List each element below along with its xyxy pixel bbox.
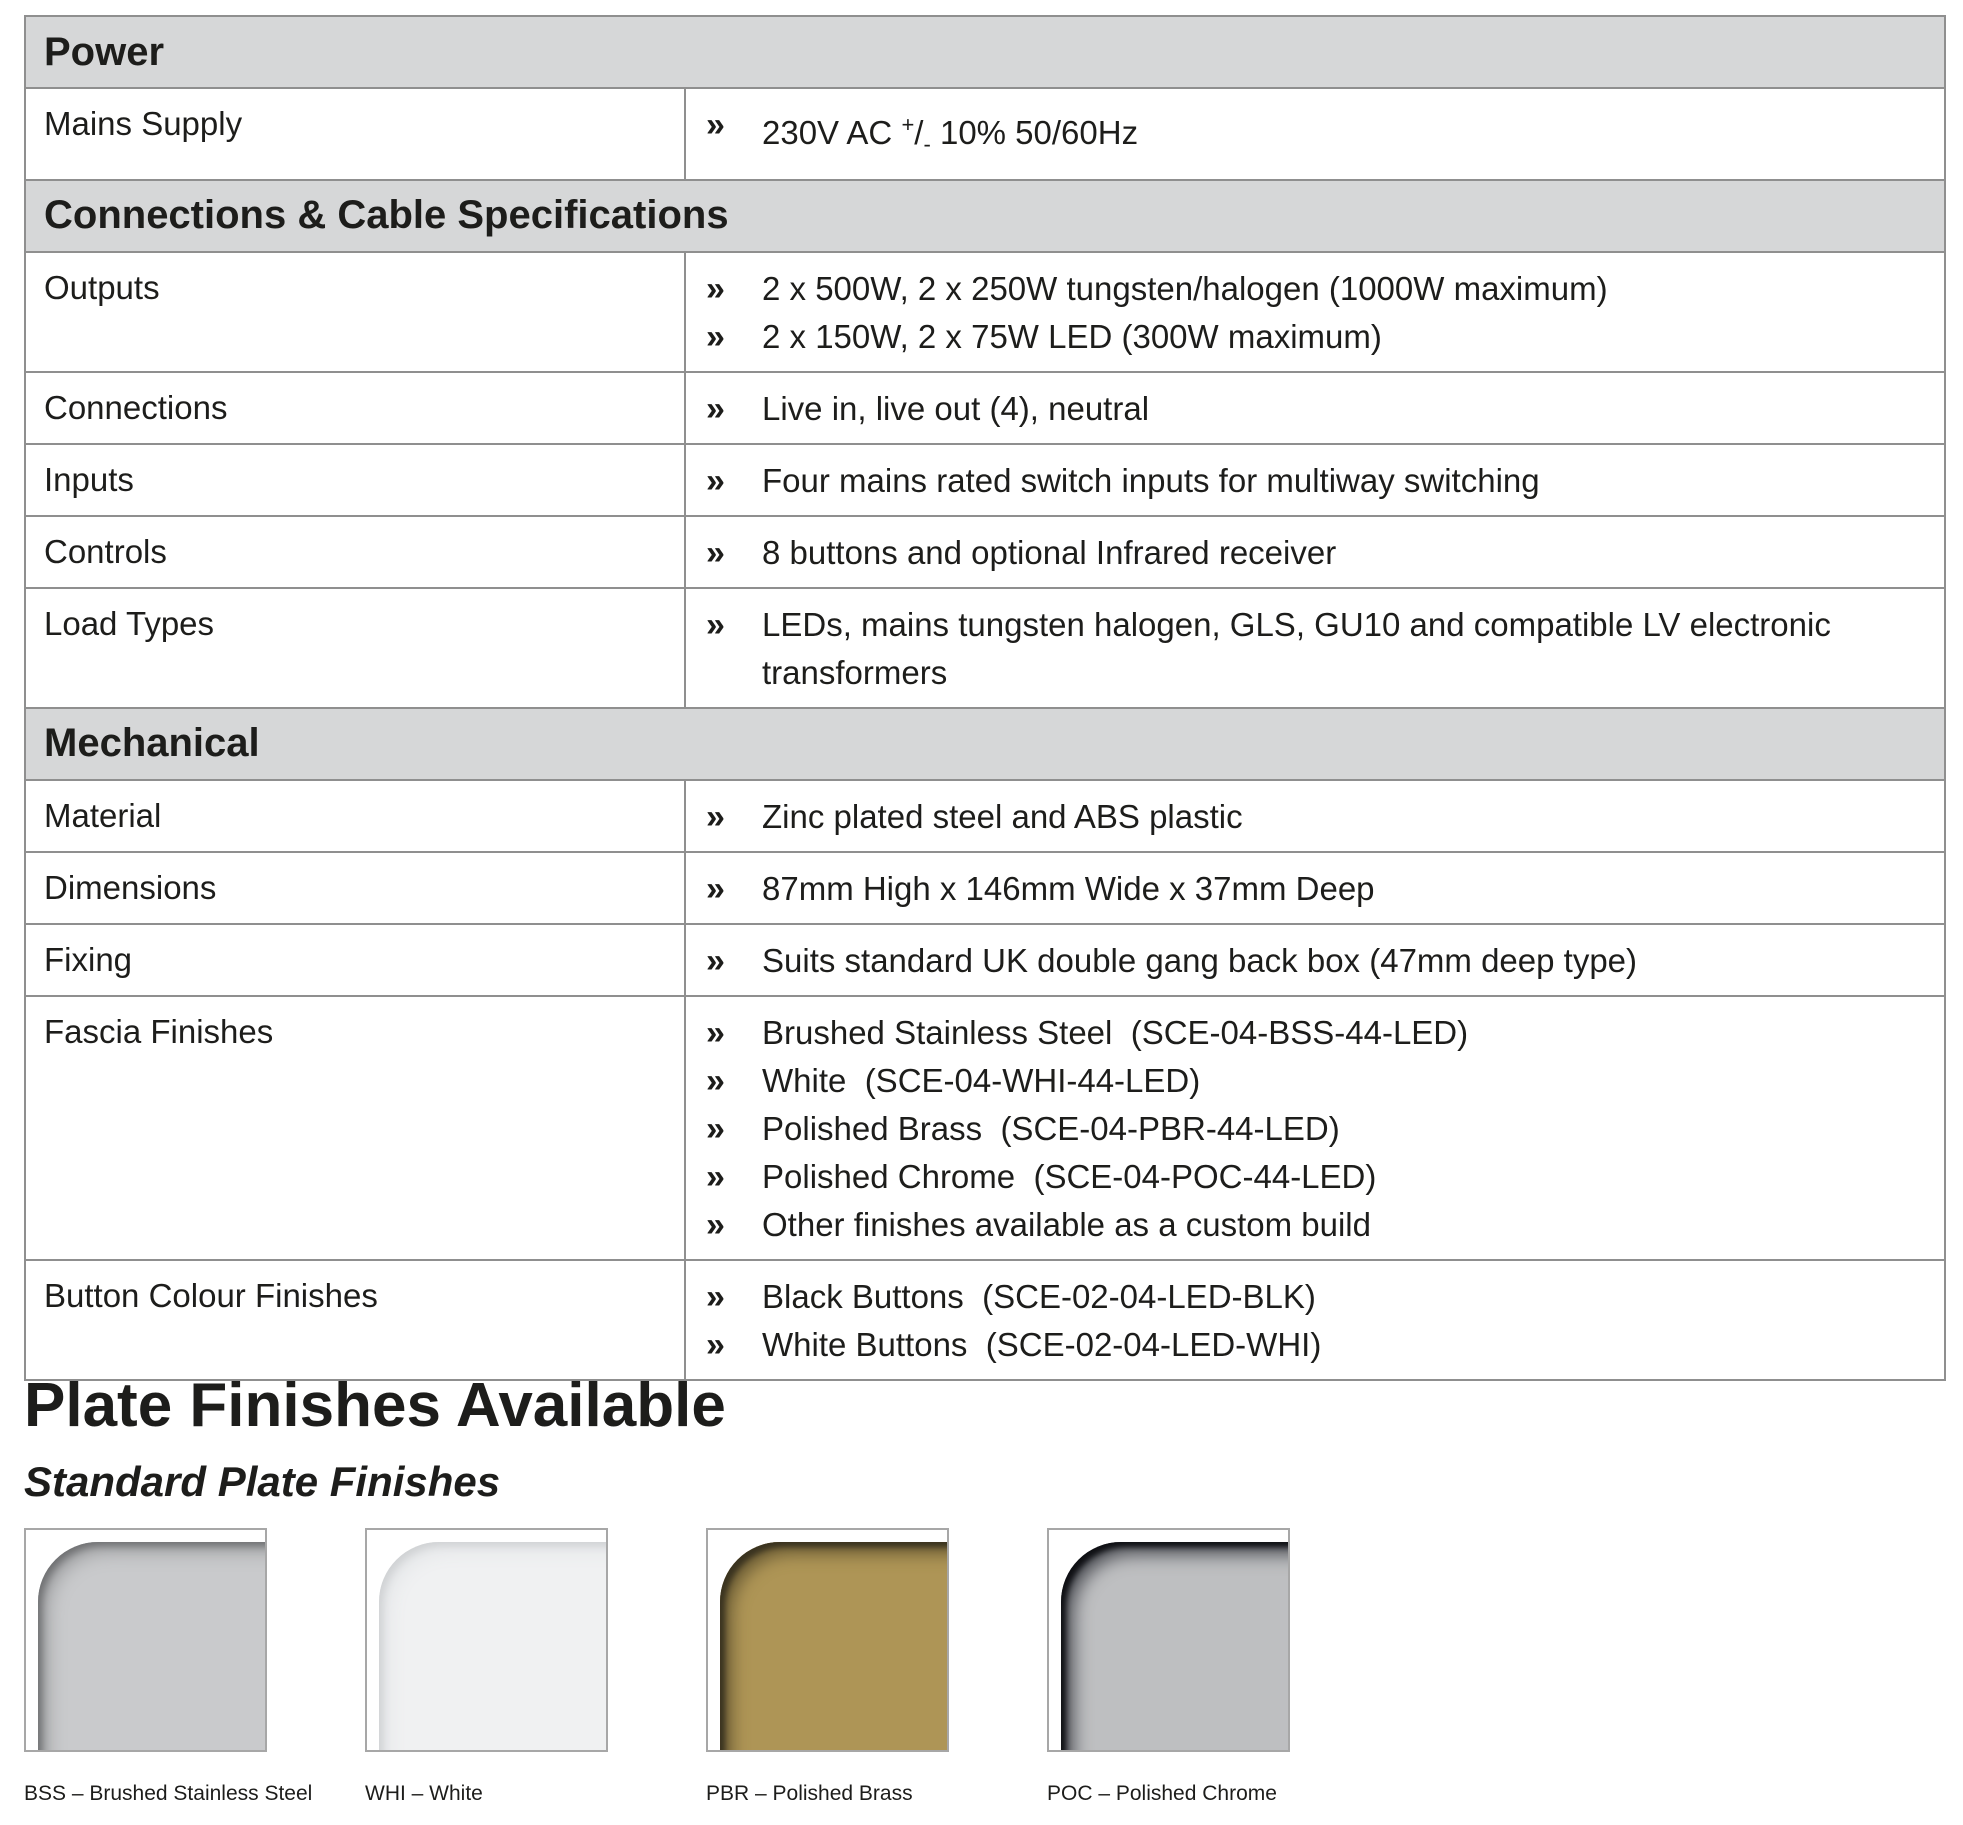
section-header-row — [25, 180, 1945, 252]
double-chevron-icon: » — [706, 461, 725, 500]
spec-row-outputs — [25, 252, 1945, 372]
plate-finish-sample — [379, 1542, 608, 1752]
spec-row-fascia-finishes — [25, 996, 1945, 1260]
spec-value-text: Brushed Stainless Steel (SCE-04-BSS-44-LED) — [762, 1013, 1469, 1051]
plate-finishes-subtitle: Standard Plate Finishes — [24, 1458, 501, 1505]
spec-value-text: White (SCE-04-WHI-44-LED) — [762, 1061, 1201, 1099]
spec-label: Material — [25, 780, 685, 852]
spec-value-item — [706, 1057, 1944, 1105]
plate-finish-sample — [38, 1542, 267, 1752]
spec-label: Inputs — [25, 444, 685, 516]
spec-values — [685, 372, 1945, 444]
swatch-caption: WHI – White — [365, 1782, 483, 1805]
spec-label: Dimensions — [25, 852, 685, 924]
spec-value-text: Black Buttons (SCE-02-04-LED-BLK) — [762, 1277, 1316, 1315]
spec-value-item — [706, 385, 1944, 433]
spec-label: Fascia Finishes — [25, 996, 685, 1260]
spec-value-item — [706, 865, 1944, 913]
spec-label: Connections — [25, 372, 685, 444]
spec-value-item — [706, 1105, 1944, 1153]
spec-value-item — [706, 601, 1944, 697]
spec-label: Mains Supply — [25, 88, 685, 180]
spec-label: Button Colour Finishes — [25, 1260, 685, 1380]
spec-table-body — [25, 16, 1945, 1380]
spec-label: Controls — [25, 516, 685, 588]
swatch-bss — [24, 1528, 267, 1752]
value-subscript: - — [923, 131, 931, 157]
spec-value-text: Four mains rated switch inputs for multiway switching — [762, 461, 1540, 499]
spec-row-controls — [25, 516, 1945, 588]
swatch-whi — [365, 1528, 608, 1752]
section-header-row — [25, 16, 1945, 88]
spec-value-text: 8 buttons and optional Infrared receiver — [762, 533, 1337, 571]
spec-value-text: 2 x 500W, 2 x 250W tungsten/halogen (1000W maximum) — [762, 269, 1608, 307]
spec-value-item — [706, 793, 1944, 841]
spec-label: Fixing — [25, 924, 685, 996]
spec-values — [685, 1260, 1945, 1380]
spec-row-button-colour-finishes — [25, 1260, 1945, 1380]
spec-value-item — [706, 937, 1944, 985]
spec-value-item — [706, 1201, 1944, 1249]
spec-value-text: 87mm High x 146mm Wide x 37mm Deep — [762, 869, 1375, 907]
spec-value-text: Zinc plated steel and ABS plastic — [762, 797, 1243, 835]
value-superscript: + — [901, 112, 915, 137]
swatch-pbr — [706, 1528, 949, 1752]
swatch-caption: PBR – Polished Brass — [706, 1782, 913, 1805]
spec-value-item — [706, 1009, 1944, 1057]
swatch-poc — [1047, 1528, 1290, 1752]
section-title-connections-and-cable-specifications: Connections & Cable Specifications — [25, 180, 1945, 252]
section-title-mechanical: Mechanical — [25, 708, 1945, 780]
double-chevron-icon: » — [706, 605, 725, 644]
spec-values — [685, 88, 1945, 180]
spec-label: Load Types — [25, 588, 685, 708]
section-header-row — [25, 708, 1945, 780]
double-chevron-icon: » — [706, 797, 725, 836]
spec-values — [685, 252, 1945, 372]
spec-row-dimensions — [25, 852, 1945, 924]
spec-row-mains-supply — [25, 88, 1945, 180]
spec-values — [685, 780, 1945, 852]
double-chevron-icon: » — [706, 869, 725, 908]
swatch-caption: POC – Polished Chrome — [1047, 1782, 1277, 1805]
double-chevron-icon: » — [706, 389, 725, 428]
spec-row-inputs — [25, 444, 1945, 516]
double-chevron-icon: » — [706, 1325, 725, 1364]
value-slash: / — [914, 114, 924, 151]
spec-value-item — [706, 313, 1944, 361]
spec-value-text: Polished Chrome (SCE-04-POC-44-LED) — [762, 1157, 1377, 1195]
spec-values — [685, 924, 1945, 996]
spec-value-text: 2 x 150W, 2 x 75W LED (300W maximum) — [762, 317, 1382, 355]
spec-row-fixing — [25, 924, 1945, 996]
spec-values — [685, 444, 1945, 516]
double-chevron-icon: » — [706, 1205, 725, 1244]
double-chevron-icon: » — [706, 1277, 725, 1316]
double-chevron-icon: » — [706, 1157, 725, 1196]
spec-row-connections — [25, 372, 1945, 444]
spec-value-item — [706, 1273, 1944, 1321]
spec-values — [685, 588, 1945, 708]
double-chevron-icon: » — [706, 533, 725, 572]
spec-label: Outputs — [25, 252, 685, 372]
spec-values — [685, 852, 1945, 924]
double-chevron-icon: » — [706, 269, 725, 308]
value-prefix: 230V AC — [762, 114, 902, 151]
double-chevron-icon: » — [706, 317, 725, 356]
plate-finish-sample — [720, 1542, 949, 1752]
double-chevron-icon: » — [706, 1061, 725, 1100]
spec-value-item — [706, 1153, 1944, 1201]
value-suffix: 10% 50/60Hz — [930, 114, 1139, 151]
spec-value-text: LEDs, mains tungsten halogen, GLS, GU10 and compatible LV electronic transformers — [762, 605, 1840, 691]
spec-value-item — [706, 101, 1944, 169]
spec-value-text: Suits standard UK double gang back box (47mm deep type) — [762, 941, 1638, 979]
spec-row-load-types — [25, 588, 1945, 708]
spec-value-text — [762, 101, 1944, 169]
spec-value-text: Live in, live out (4), neutral — [762, 389, 1150, 427]
plate-finishes-title: Plate Finishes Available — [24, 1371, 726, 1440]
spec-value-text: Polished Brass (SCE-04-PBR-44-LED) — [762, 1109, 1340, 1147]
plate-finish-sample — [1061, 1542, 1290, 1752]
double-chevron-icon: » — [706, 941, 725, 980]
spec-value-item — [706, 457, 1944, 505]
spec-value-item — [706, 265, 1944, 313]
spec-values — [685, 516, 1945, 588]
spec-table — [24, 15, 1946, 1381]
spec-value-item — [706, 529, 1944, 577]
double-chevron-icon: » — [706, 1013, 725, 1052]
spec-value-text: Other finishes available as a custom build — [762, 1205, 1371, 1243]
swatch-caption: BSS – Brushed Stainless Steel — [24, 1782, 313, 1805]
double-chevron-icon: » — [706, 106, 725, 144]
spec-values — [685, 996, 1945, 1260]
double-chevron-icon: » — [706, 1109, 725, 1148]
spec-value-text: White Buttons (SCE-02-04-LED-WHI) — [762, 1325, 1322, 1363]
section-title-power: Power — [25, 16, 1945, 88]
spec-row-material — [25, 780, 1945, 852]
spec-value-item — [706, 1321, 1944, 1369]
